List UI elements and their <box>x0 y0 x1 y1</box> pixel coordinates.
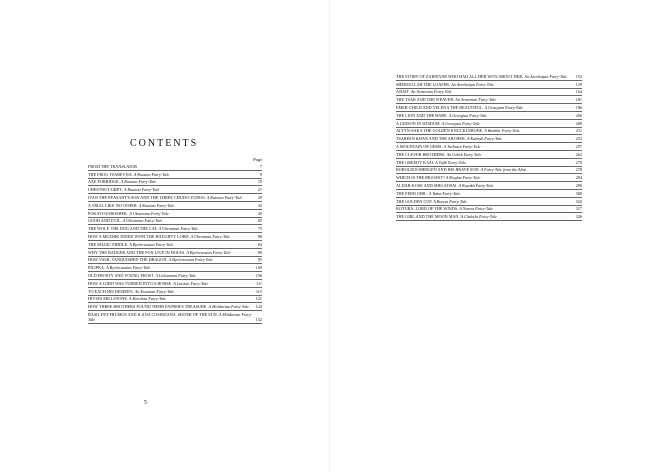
toc-entry-subtitle: A Ukrainian Fairy-Tale <box>190 233 231 239</box>
toc-entry-title: TO EACH HIS DESERTS. <box>88 288 134 294</box>
toc-entry-page: 153 <box>575 73 582 79</box>
toc-entry-title: WHICH IS THE BIGGEST? <box>396 175 445 181</box>
toc-entry <box>396 112 582 120</box>
toc-entry-title: THE FROG TSAREVNA. <box>88 171 133 177</box>
toc-entry-subtitle: A Fairy-Tale from the Altai <box>480 167 526 173</box>
toc-entry <box>88 288 262 296</box>
toc-entry <box>88 303 262 311</box>
toc-entry-subtitle: A Russian Fairy-Tale <box>138 202 175 208</box>
toc-entry-page: 65 <box>257 218 262 224</box>
toc-entry-subtitle: A Ukrainian Fairy-Tale <box>158 226 199 232</box>
toc-entry-subtitle: A Tajik Fairy-Tale <box>435 159 466 165</box>
toc-entry <box>88 163 262 171</box>
toc-entry <box>88 249 262 257</box>
toc-entry-page: 253 <box>575 136 582 142</box>
toc-entry-subtitle: An Armenian Fairy-Tale <box>455 97 497 103</box>
toc-entry-title: A MOUNTAIN OF GEMS. <box>396 143 443 149</box>
toc-entry-title: AXE PORRIDGE. <box>88 179 120 185</box>
toc-entry-subtitle: A Ukrainian Fairy-Tale <box>122 218 163 224</box>
toc-entry <box>396 198 582 206</box>
toc-entry-subtitle: A Ukrainian Fairy-Tale <box>129 210 169 216</box>
toc-entry-title: THE FERN GIRL. <box>396 190 428 196</box>
toc-entry <box>396 159 582 167</box>
toc-entry <box>88 311 262 324</box>
toc-entry-page: 106 <box>255 272 262 278</box>
toc-entry <box>88 264 262 272</box>
toc-entry <box>88 280 262 288</box>
toc-entry-page: 206 <box>575 112 582 118</box>
toc-entry-title: THE CLEVER BROTHERS. <box>396 151 446 157</box>
toc-entry-title: ANAIT. <box>396 89 410 95</box>
toc-entry-subtitle: A Kirghiz Fairy-Tale <box>445 175 481 181</box>
toc-entry-page: 124 <box>255 304 262 310</box>
toc-entry-page: 75 <box>257 226 262 232</box>
toc-entry <box>88 257 262 265</box>
toc-entry-page: 100 <box>255 265 262 271</box>
contents-list-left <box>88 163 262 324</box>
toc-entry-page: 300 <box>575 190 582 196</box>
toc-entry <box>396 120 582 128</box>
toc-entry <box>396 135 582 143</box>
toc-entry-subtitle: A Bashkir Fairy-Tale <box>484 128 520 134</box>
toc-entry-subtitle: A Nenets Fairy-Tale <box>459 206 493 212</box>
toc-entry <box>396 73 582 81</box>
toc-entry <box>396 213 582 221</box>
toc-entry-page: 278 <box>575 167 582 173</box>
toc-entry-page: 326 <box>575 214 582 220</box>
toc-entry-page: 19 <box>257 179 262 185</box>
toc-entry <box>396 190 582 198</box>
toc-entry-subtitle: An Estonian Fairy-Tale <box>134 288 175 294</box>
toc-entry-title: EMER-CHILD AND YELENA THE BEAUTIFUL. <box>396 104 484 110</box>
toc-entry-page: 95 <box>257 257 262 263</box>
toc-entry-subtitle: A Russian Fairy-Tale <box>133 171 170 177</box>
toc-entry-page: 186 <box>575 104 582 110</box>
toc-entry <box>396 143 582 151</box>
toc-entry-subtitle: An Azerbaijan Fairy-Tale <box>524 73 568 79</box>
toc-entry-title: HIYSI'S MILLSTONE. <box>88 296 128 302</box>
toc-entry-title: THE GREEDY KAZI. <box>396 159 435 165</box>
toc-entry-title: HOW A LORD WAS TURNED INTO A HORSE. <box>88 280 173 286</box>
toc-entry <box>396 89 582 97</box>
toc-entry-title: PILIPKA. <box>88 265 106 271</box>
toc-entry-subtitle: A Russian Fairy-Tale <box>206 194 243 200</box>
page-column-header: Page <box>253 157 263 162</box>
toc-entry <box>396 174 582 182</box>
toc-entry-title: HOW A MUZHIK DINED WITH THE HAUGHTY LORD. <box>88 233 190 239</box>
toc-entry <box>88 241 262 249</box>
toc-entry-page: 263 <box>575 151 582 157</box>
toc-entry-page: 211 <box>575 128 582 134</box>
toc-entry <box>88 186 262 194</box>
toc-entry-subtitle: An Azerbaijan Fairy-Tale <box>451 81 494 87</box>
toc-entry-page: 80 <box>257 233 262 239</box>
toc-entry-page: 111 <box>256 280 262 286</box>
toc-entry <box>88 194 262 202</box>
toc-entry-page: 132 <box>255 317 262 323</box>
toc-entry <box>88 225 262 233</box>
toc-entry-subtitle: An Uzbek Fairy-Tale <box>446 151 482 157</box>
toc-entry-subtitle: A Turkmen Fairy-Tale <box>443 143 481 149</box>
toc-entry <box>88 179 262 187</box>
toc-entry-page: 89 <box>257 249 262 255</box>
toc-entry-title: WHY THE BADGER AND THE FOX LIVE IN HOLES. <box>88 249 186 255</box>
toc-entry-page: 164 <box>575 89 582 95</box>
toc-entry-page: 181 <box>575 97 582 103</box>
toc-entry <box>396 104 582 112</box>
toc-entry-page: 270 <box>575 159 582 165</box>
toc-entry-title: CHESTNUT-GREY. <box>88 187 123 193</box>
toc-entry-page: 284 <box>575 175 582 181</box>
toc-entry-subtitle: A Georgian Fairy-Tale <box>484 104 523 110</box>
toc-entry <box>396 81 582 89</box>
toc-entry <box>396 167 582 175</box>
toc-entry-page: 317 <box>575 206 582 212</box>
toc-entry-title: IVAN THE PEASANT'S SON AND THE THREE CHUDO-YUDOS. <box>88 194 206 200</box>
toc-entry-subtitle: A Lithuanian Fairy-Tale <box>155 272 197 278</box>
toc-entry-subtitle: A Buryat Fairy-Tale <box>433 198 467 204</box>
toc-entry-subtitle: A Kalmyk Fairy-Tale <box>466 136 503 142</box>
toc-entry <box>88 233 262 241</box>
toc-entry-title: THE WOLF, THE DOG AND THE CAT. <box>88 226 158 232</box>
toc-entry-title: ALTYN-SAKA THE GOLDEN KNUCKLEBONE. <box>396 128 484 134</box>
toc-entry-page: 121 <box>255 296 262 302</box>
toc-entry-page: 45 <box>257 210 262 216</box>
toc-entry-title: FROM THE TRANSLATOR <box>88 163 138 169</box>
toc-entry-title: OLD FROSTY AND YOUNG FROST. <box>88 272 155 278</box>
toc-entry-title: THE GIRL AND THE MOON MAN. <box>396 214 460 220</box>
toc-entry-subtitle: A Moldavian Fairy-Tale <box>208 304 249 310</box>
toc-entry-title: A TRIAL LIKE NO OTHER. <box>88 202 138 208</box>
toc-entry-title: ALDAR-KOSE AND SHIGAI-BAI. <box>396 182 458 188</box>
toc-entry <box>396 128 582 136</box>
toc-entry-page: 290 <box>575 182 582 188</box>
toc-entry-title: THE GOLDEN CUP. <box>396 198 433 204</box>
right-page <box>330 0 660 472</box>
toc-entry-subtitle: A Chukchi Fairy-Tale <box>460 214 497 220</box>
toc-entry <box>88 218 262 226</box>
toc-entry-page: 9 <box>259 171 262 177</box>
toc-entry-title: THE STORY OF ZARNIYAR WHO HAD ALL HER WITS ABOUT HER. <box>396 73 524 79</box>
toc-entry-title: GOOD AND EVIL. <box>88 218 122 224</box>
toc-entry-subtitle: An Armenian Fairy-Tale <box>410 89 452 95</box>
toc-entry <box>396 206 582 214</box>
toc-entry-title: SHEIDULLAH THE LOAFER. <box>396 81 451 87</box>
contents-list-right <box>396 73 582 221</box>
toc-entry-subtitle: A Byelorussian Fairy-Tale <box>168 257 213 263</box>
toc-entry-subtitle: A Georgian Fairy-Tale <box>448 112 487 118</box>
contents-title: CONTENTS <box>130 138 199 149</box>
toc-entry-subtitle: A Moldavian Fairy-Tale <box>88 311 253 323</box>
toc-entry-page: 159 <box>575 81 582 87</box>
toc-entry-page: 43 <box>257 202 262 208</box>
toc-entry <box>396 182 582 190</box>
toc-entry-title: POKATI-GOROSHEK. <box>88 210 129 216</box>
toc-entry-subtitle: A Russian Fairy-Tale <box>120 179 157 185</box>
toc-entry <box>88 296 262 304</box>
toc-entry <box>88 202 262 210</box>
toc-entry-title: THE TSAR AND THE WEAVER. <box>396 97 455 103</box>
toc-entry-page: 257 <box>575 143 582 149</box>
toc-entry <box>396 151 582 159</box>
toc-entry-subtitle: A Yakut Fairy-Tale <box>428 190 461 196</box>
toc-entry-subtitle: A Georgian Fairy-Tale <box>441 120 480 126</box>
toc-entry-page: 310 <box>575 198 582 204</box>
toc-entry-subtitle: A Byelorussian Fairy-Tale <box>186 249 231 255</box>
toc-entry-subtitle: A Byelorussian Fairy-Tale <box>129 241 174 247</box>
toc-entry-page: 209 <box>575 120 582 126</box>
toc-entry <box>88 171 262 179</box>
toc-entry-title: BASIL FET-FRUMOS AND ILANA COSINZANA, SISTER OF THE SUN. <box>88 311 218 317</box>
toc-entry-subtitle: A Latvian Fairy-Tale <box>173 280 209 286</box>
toc-entry-title: HOW VASIL VANQUISHED THE DRAGON. <box>88 257 168 263</box>
toc-entry-title: BOROLDOI-MERGEN AND HIS BRAVE SON. <box>396 167 480 173</box>
toc-entry-title: HOW THREE BROTHERS FOUND THEIR FATHER'S TREASURE. <box>88 304 208 310</box>
toc-entry-subtitle: A Byelorussian Fairy-Tale <box>106 265 151 271</box>
toc-entry-page: 7 <box>259 163 262 169</box>
toc-entry-title: TSAREEN KHAN AND THE ARCHER. <box>396 136 466 142</box>
toc-entry-title: A LESSON IN WISDOM. <box>396 120 441 126</box>
toc-entry-title: THE LION AND THE HARE. <box>396 112 448 118</box>
toc-entry-title: KOTURA, LORD OF THE WINDS. <box>396 206 459 212</box>
toc-entry-page: 21 <box>257 187 262 193</box>
toc-entry <box>396 96 582 104</box>
toc-entry <box>88 272 262 280</box>
toc-entry-page: 29 <box>257 194 262 200</box>
toc-entry-subtitle: A Russian Fairy-Tale <box>123 187 160 193</box>
toc-entry-subtitle: A Karelian Fairy-Tale <box>129 296 167 302</box>
page-number: 5 <box>144 400 147 406</box>
toc-entry-subtitle: A Kazakh Fairy-Tale <box>458 182 494 188</box>
toc-entry-page: 115 <box>255 288 262 294</box>
toc-entry-page: 84 <box>257 241 262 247</box>
toc-entry-title: THE MAGIC FIDDLE. <box>88 241 129 247</box>
toc-entry <box>88 210 262 218</box>
